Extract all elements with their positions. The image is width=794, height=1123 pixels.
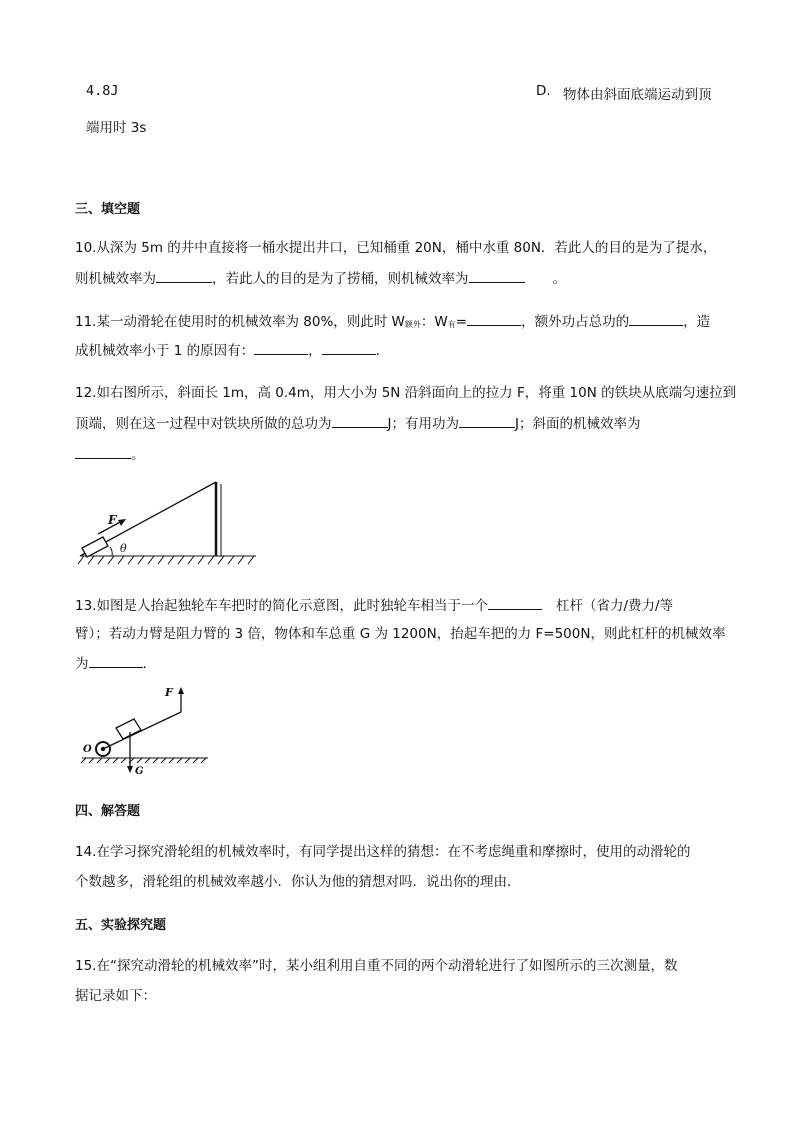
question-10-line-2: 则机械效率为 ，若此人的目的是为了捞桶，则机械效率为 。 bbox=[75, 268, 566, 289]
angle-label: θ bbox=[120, 542, 127, 555]
force-label: F bbox=[165, 686, 173, 699]
answer-blank[interactable] bbox=[332, 413, 388, 428]
incline-figure bbox=[76, 476, 260, 568]
option-d-label: D. bbox=[536, 83, 551, 99]
answer-blank[interactable] bbox=[469, 268, 525, 283]
section-heading: 五、实验探究题 bbox=[75, 918, 167, 933]
question-13-line-3: 为 . bbox=[75, 653, 147, 674]
pivot-label: O bbox=[83, 744, 92, 755]
wheelbarrow-figure bbox=[78, 682, 212, 778]
weight-label: G bbox=[135, 766, 144, 777]
question-12-line-3: 。 bbox=[75, 444, 145, 465]
answer-blank[interactable] bbox=[156, 268, 212, 283]
question-15-line-2: 据记录如下： bbox=[75, 988, 156, 1004]
force-arrowhead bbox=[178, 687, 184, 694]
question-13-line-1: 13.如图是人抬起独轮车车把时的简化示意图，此时独轮车相当于一个 杠杆（省力/费力/等 bbox=[75, 595, 673, 616]
answer-blank[interactable] bbox=[488, 595, 542, 610]
answer-blank[interactable] bbox=[467, 311, 521, 326]
weight-arrowhead bbox=[127, 766, 133, 773]
question-15-line-1: 15.在“探究动滑轮的机械效率”时，某小组利用自重不同的两个动滑轮进行了如图所示的三次测量，数 bbox=[75, 958, 678, 974]
question-14-line-2: 个数越多，滑轮组的机械效率越小．你认为他的猜想对吗．说出你的理由． bbox=[75, 874, 521, 890]
option-d-text: 物体由斜面底端运动到顶 bbox=[563, 87, 712, 103]
section-heading: 三、填空题 bbox=[75, 202, 141, 217]
question-11-line-2: 成机械效率小于 1 的原因有： ， . bbox=[75, 340, 380, 361]
answer-blank[interactable] bbox=[629, 311, 683, 326]
ground-hatching bbox=[78, 556, 256, 564]
iron-block bbox=[82, 537, 108, 557]
angle-arc bbox=[110, 547, 112, 556]
question-12-line-1: 12.如右图所示，斜面长 1m，高 0.4m，用大小为 5N 沿斜面向上的拉力 F，将重 10N 的铁块从底端匀速拉到 bbox=[75, 385, 737, 401]
question-14-line-1: 14.在学习探究滑轮组的机械效率时，有同学提出这样的猜想：在不考虑绳重和摩擦时，使用的动滑轮的 bbox=[75, 844, 691, 860]
force-label: F bbox=[108, 513, 117, 527]
cargo-block bbox=[116, 719, 141, 739]
answer-blank[interactable] bbox=[459, 413, 515, 428]
question-12-line-2: 顶端，则在这一过程中对铁块所做的总功为 J；有用功为 J；斜面的机械效率为 bbox=[75, 413, 640, 434]
question-11-line-1: 11.某一动滑轮在使用时的机械效率为 80%，则此时 $W_{额外}$：$W_有=$ ，额外功占总功的 ，造 bbox=[75, 311, 710, 335]
option-c-value: 4.8J bbox=[86, 83, 119, 99]
ground-hatching bbox=[81, 758, 208, 763]
answer-blank[interactable] bbox=[89, 653, 143, 668]
answer-blank[interactable] bbox=[322, 340, 376, 355]
option-d-continuation: 端用时 3s bbox=[86, 120, 147, 136]
question-13-line-2: 臂）；若动力臂是阻力臂的 3 倍，物体和车总重 G 为 1200N，抬起车把的力 F=500N，则此杠杆的机械效率 bbox=[75, 626, 726, 642]
answer-blank[interactable] bbox=[75, 444, 131, 459]
section-heading: 四、解答题 bbox=[75, 804, 141, 819]
lever-handle bbox=[103, 712, 181, 749]
question-10-line-1: 10.从深为 5m 的井中直接将一桶水提出井口，已知桶重 20N，桶中水重 80N．若此人的目的是为了提水， bbox=[75, 240, 717, 256]
answer-blank[interactable] bbox=[254, 340, 308, 355]
